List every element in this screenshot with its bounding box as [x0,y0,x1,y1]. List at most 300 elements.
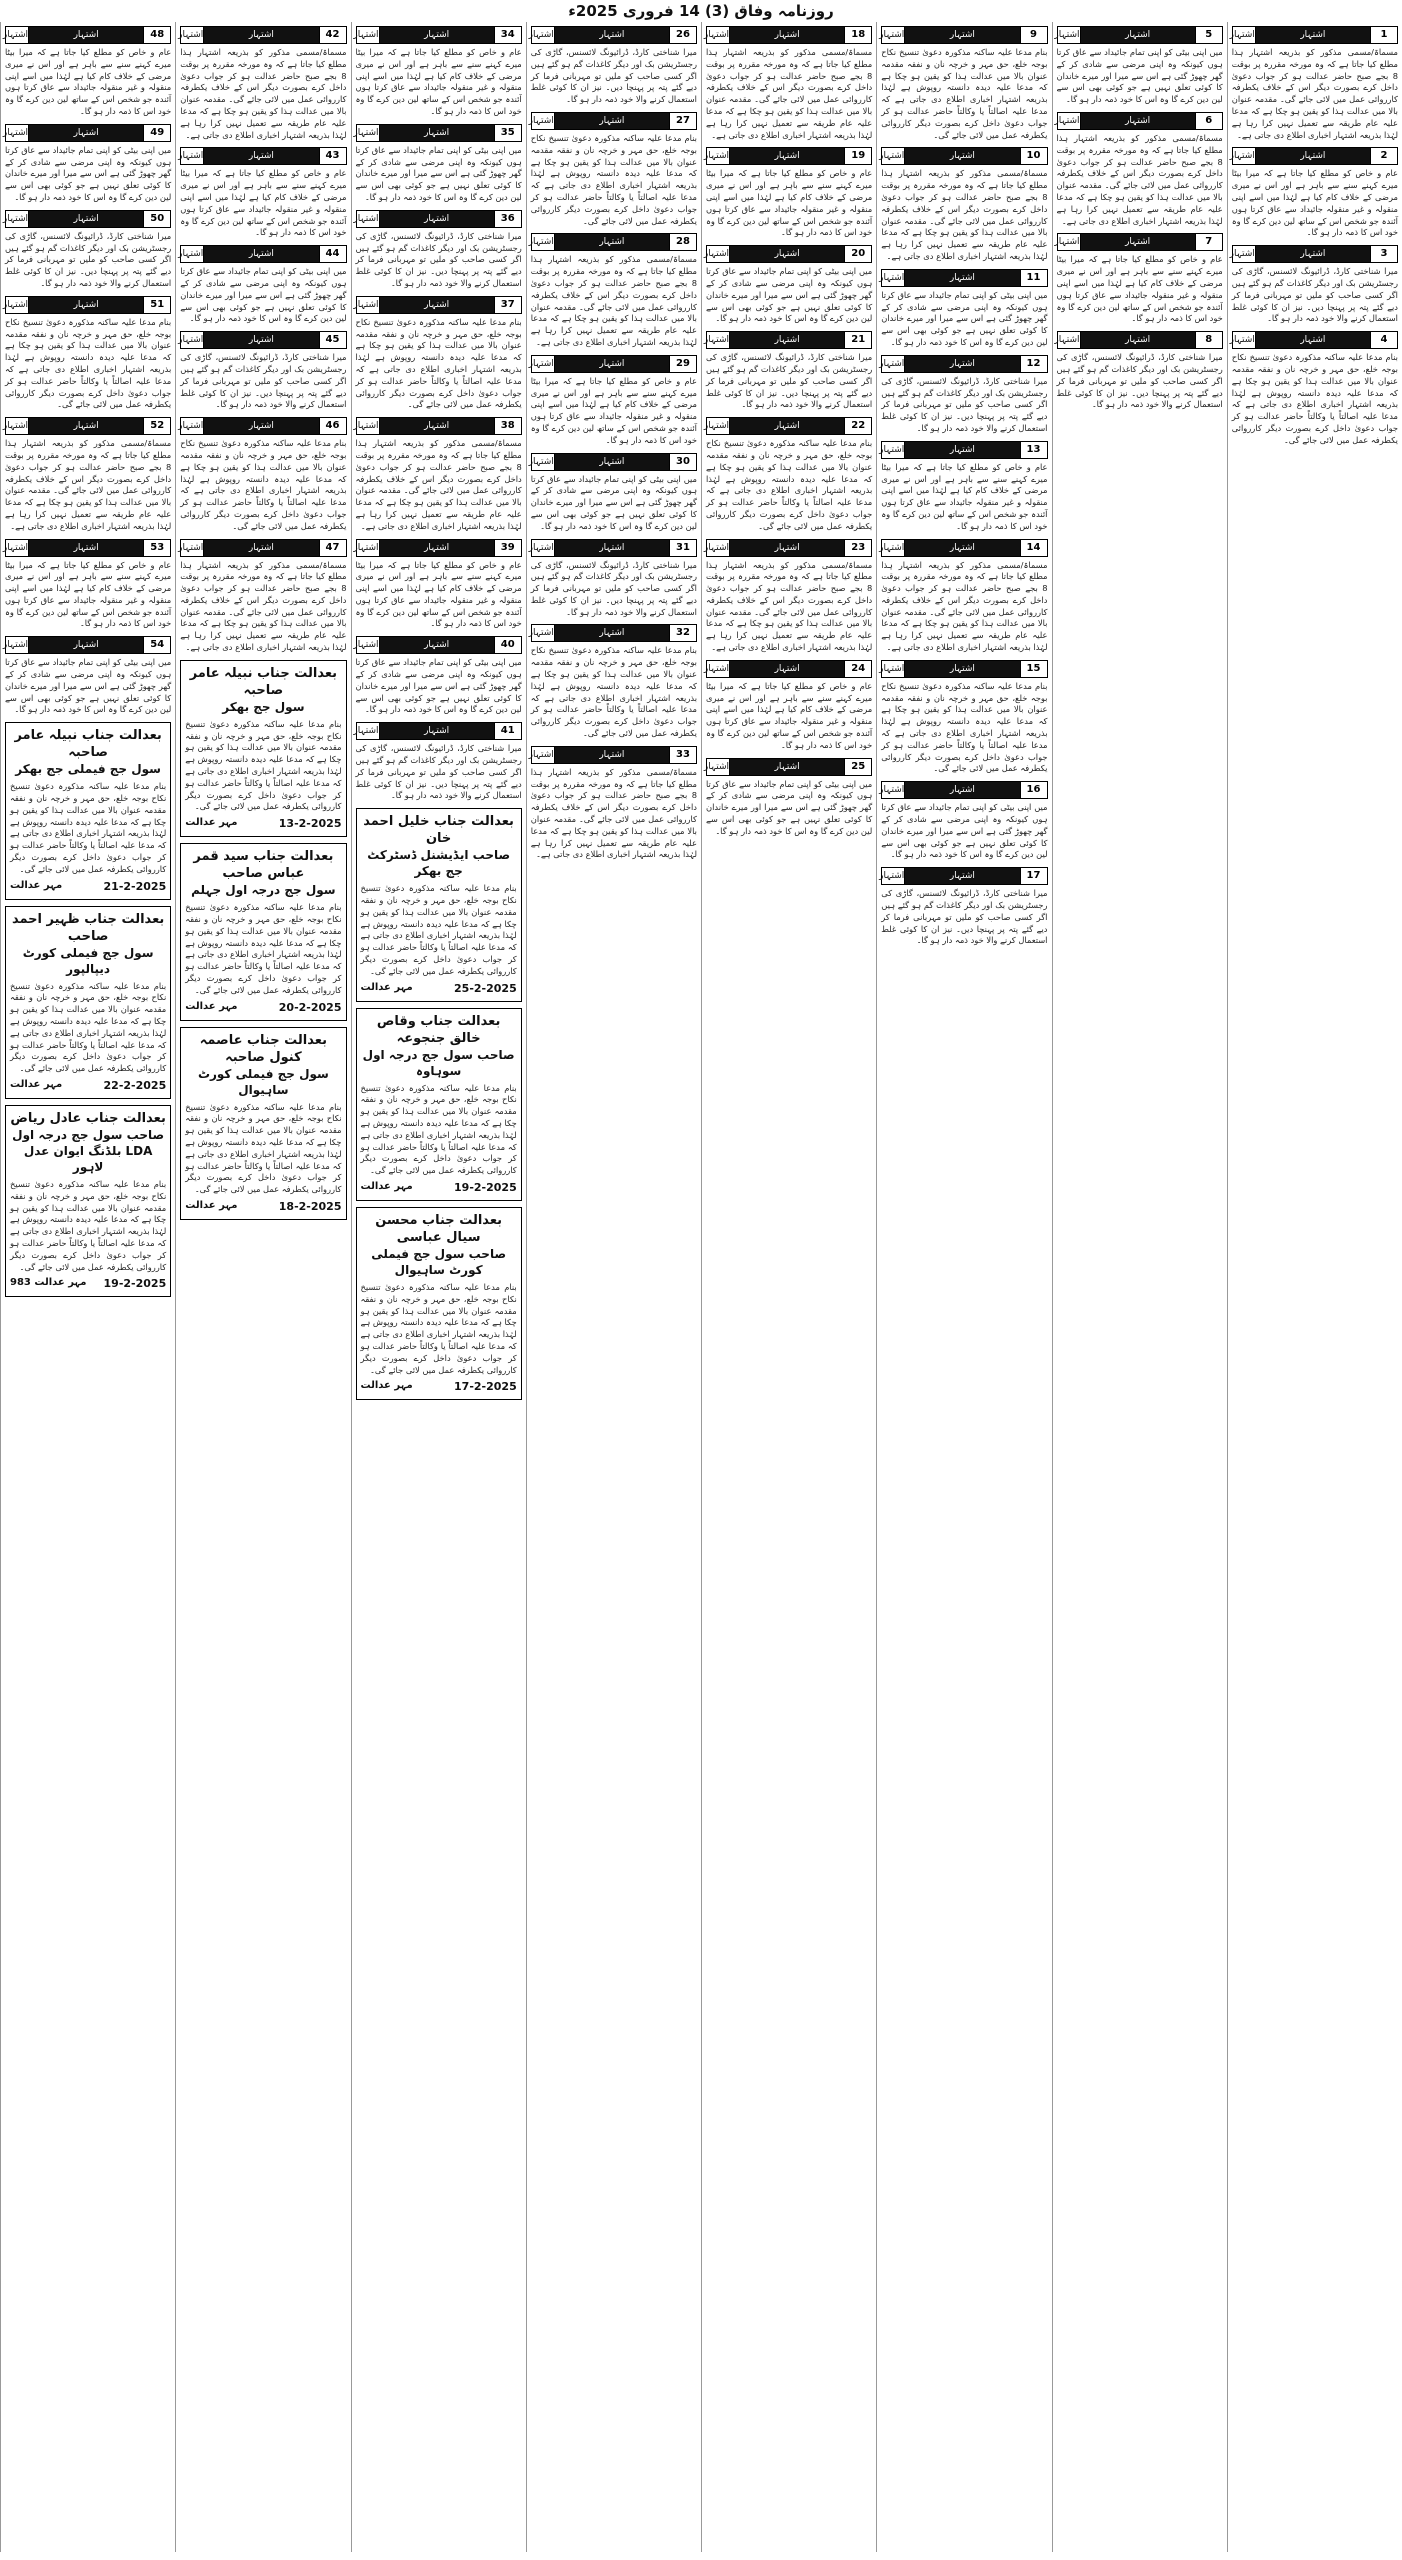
notice-header [881,26,1047,44]
notice-header [1054,26,1223,44]
notice-title: اشتہار [905,661,1019,677]
notice-block [2,636,172,716]
notice-body: مسماۃ/مسمی مذکور کو بذریعہ اشتہار ہذا مطلع کیا جاتا ہے کہ وہ مورخہ مقررہ پر بوقت 8 بجے صبح حاضر عدالت ہو کر جواب دعویٰ داخل کرے بصورت دیگر اس کے خلاف یکطرفہ کارروائی عمل میں لائی جائے گی۔ مقدمہ عنوان بالا میں عدالت ہذا کو یقین ہو چکا ہے کہ مدعا علیہ عام طریقہ سے تعمیل نہیں کرا رہا ہے لہٰذا بذریعہ اشتہار اخباری اطلاع دی جاتی ہے۔ [180,559,347,653]
notice-number: 53 [143,540,170,556]
notice-number: 6 [1195,113,1222,129]
notice-header [353,417,522,435]
notice-number: 49 [143,125,170,141]
notice-title: اشتہار [380,637,494,653]
notice-tag: اشتہار [181,246,204,262]
notice-tag: اشتہار [1058,332,1081,348]
notice-header [180,417,346,435]
column-2 [1052,22,1227,2552]
notice-title: اشتہار [1256,332,1370,348]
court-body: بنام مدعا علیہ ساکنہ مذکورہ دعویٰ تنسیخ نکاح بوجہ خلع، حق مہر و خرچہ نان و نفقہ مقدمہ عنوان بالا میں عدالت ہذا کو یقین ہو چکا ہے کہ مدعا علیہ دیدہ دانستہ روپوش ہے لہٰذا بذریعہ اشتہار اخباری اطلاع دی جاتی ہے کہ مدعا علیہ اصالتاً یا وکالتاً حاضر عدالت ہو کر جواب دعویٰ داخل کرے بصورت دیگر کارروائی یکطرفہ عمل میں لائی جائے گی۔ [360,883,517,976]
notice-header [703,245,872,263]
notice-tag: اشتہار [882,148,905,164]
notice-title: اشتہار [204,27,318,43]
notice-tag: اشتہار [357,723,380,739]
notice-title: اشتہار [905,148,1019,164]
column-3 [876,22,1051,2552]
notice-number: 15 [1020,661,1047,677]
notice-tag: اشتہار [6,211,29,227]
court-title: بعدالت جناب ظہیر احمد صاحب [11,911,165,944]
court-footer [361,982,517,995]
court-body: بنام مدعا علیہ ساکنہ مذکورہ دعویٰ تنسیخ نکاح بوجہ خلع، حق مہر و خرچہ نان و نفقہ مقدمہ عنوان بالا میں عدالت ہذا کو یقین ہو چکا ہے کہ مدعا علیہ دیدہ دانستہ روپوش ہے لہٰذا بذریعہ اشتہار اخباری اطلاع دی جاتی ہے کہ مدعا علیہ اصالتاً یا وکالتاً حاضر عدالت ہو کر جواب دعویٰ داخل کرے بصورت دیگر کارروائی یکطرفہ عمل میں لائی جائے گی۔ [10,980,167,1074]
notice-number: 33 [669,747,696,763]
notice-tag: اشتہار [181,148,204,164]
notice-tag: اشتہار [532,234,555,250]
notice-number: 27 [669,113,696,129]
notice-block [2,417,172,532]
notice-body: مسماۃ/مسمی مذکور کو بذریعہ اشتہار ہذا مطلع کیا جاتا ہے کہ وہ مورخہ مقررہ پر بوقت 8 بجے صبح حاضر عدالت ہو کر جواب دعویٰ داخل کرے بصورت دیگر اس کے خلاف یکطرفہ کارروائی عمل میں لائی جائے گی۔ مقدمہ عنوان بالا میں عدالت ہذا کو یقین ہو چکا ہے کہ مدعا علیہ عام طریقہ سے تعمیل نہیں کرا رہا ہے لہٰذا بذریعہ اشتہار اخباری اطلاع دی جاتی ہے۔ [355,438,522,531]
notice-header [180,26,346,44]
notice-body: عام و خاص کو مطلع کیا جاتا ہے کہ میرا بیٹا میرے کہنے سنے سے باہر ہے اور اس نے میری مرضی کے خلاف کام کیا ہے لہٰذا میں اسے اپنی منقولہ و غیر منقولہ جائیداد سے عاق کرتا ہوں آئندہ جو شخص اس کے ساتھ لین دین کرے گا وہ خود اس کا ذمہ دار ہو گا۔ [1231,168,1398,238]
court-seal: مہر عدالت [360,1181,413,1192]
notice-block [881,660,1047,775]
notice-body: میرا شناختی کارڈ، ڈرائیونگ لائسنس، گاڑی کی رجسٹریشن بک اور دیگر کاغذات گم ہو گئے ہیں اگر کسی صاحب کو ملیں تو مہربانی فرما کر دیے گئے پتہ پر پہنچا دیں۔ نیز ان کا کوئی غلط استعمال کرنے والا خود ذمہ دار ہو گا۔ [355,743,522,801]
notice-number: 38 [494,418,521,434]
notice-tag: اشتہار [532,27,555,43]
notice-title: اشتہار [905,356,1019,372]
notice-number: 54 [143,637,170,653]
notice-number: 11 [1020,270,1047,286]
notice-body: بنام مدعا علیہ ساکنہ مذکورہ دعویٰ تنسیخ نکاح بوجہ خلع، حق مہر و خرچہ نان و نفقہ مقدمہ عنوان بالا میں عدالت ہذا کو یقین ہو چکا ہے کہ مدعا علیہ دیدہ دانستہ روپوش ہے لہٰذا بذریعہ اشتہار اخباری اطلاع دی جاتی ہے کہ مدعا علیہ اصالتاً یا وکالتاً حاضر عدالت ہو کر جواب دعویٰ داخل کرے بصورت دیگر کارروائی یکطرفہ عمل میں لائی جائے گی۔ [355,316,522,410]
notice-body: بنام مدعا علیہ ساکنہ مذکورہ دعویٰ تنسیخ نکاح بوجہ خلع، حق مہر و خرچہ نان و نفقہ مقدمہ عنوان بالا میں عدالت ہذا کو یقین ہو چکا ہے کہ مدعا علیہ دیدہ دانستہ روپوش ہے لہٰذا بذریعہ اشتہار اخباری اطلاع دی جاتی ہے کہ مدعا علیہ اصالتاً یا وکالتاً حاضر عدالت ہو کر جواب دعویٰ داخل کرے بصورت دیگر کارروائی یکطرفہ عمل میں لائی جائے گی۔ [1231,352,1398,445]
notice-block [180,245,346,325]
notice-header [528,746,697,764]
notice-body: میرا شناختی کارڈ، ڈرائیونگ لائسنس، گاڑی کی رجسٹریشن بک اور دیگر کاغذات گم ہو گئے ہیں اگر کسی صاحب کو ملیں تو مہربانی فرما کر دیے گئے پتہ پر پہنچا دیں۔ نیز ان کا کوئی غلط استعمال کرنے والا خود ذمہ دار ہو گا۔ [530,47,697,105]
notice-block [180,26,346,141]
notice-tag: اشتہار [532,625,555,641]
notice-header [180,539,346,557]
notice-number: 34 [494,27,521,43]
notice-block [528,539,697,619]
notice-body: بنام مدعا علیہ ساکنہ مذکورہ دعویٰ تنسیخ نکاح بوجہ خلع، حق مہر و خرچہ نان و نفقہ مقدمہ عنوان بالا میں عدالت ہذا کو یقین ہو چکا ہے کہ مدعا علیہ دیدہ دانستہ روپوش ہے لہٰذا بذریعہ اشتہار اخباری اطلاع دی جاتی ہے کہ مدعا علیہ اصالتاً یا وکالتاً حاضر عدالت ہو کر جواب دعویٰ داخل کرے بصورت دیگر کارروائی یکطرفہ عمل میں لائی جائے گی۔ [706,438,873,531]
notice-header [881,539,1047,557]
notice-title: اشتہار [204,418,318,434]
notice-title: اشتہار [380,125,494,141]
court-notice [5,906,171,1099]
notice-header [353,722,522,740]
notice-tag: اشتہار [532,454,555,470]
notice-number: 21 [844,332,871,348]
notice-header [528,26,697,44]
notice-block [528,112,697,227]
notice-body: عام و خاص کو مطلع کیا جاتا ہے کہ میرا بیٹا میرے کہنے سنے سے باہر ہے اور اس نے میری مرضی کے خلاف کام کیا ہے لہٰذا میں اسے اپنی منقولہ و غیر منقولہ جائیداد سے عاق کرتا ہوں آئندہ جو شخص اس کے ساتھ لین دین کرے گا وہ خود اس کا ذمہ دار ہو گا۔ [706,168,873,238]
notice-title: اشتہار [204,246,318,262]
notice-block [703,26,873,141]
notice-header [2,26,171,44]
notice-number: 36 [494,211,521,227]
notice-body: عام و خاص کو مطلع کیا جاتا ہے کہ میرا بیٹا میرے کہنے سنے سے باہر ہے اور اس نے میری مرضی کے خلاف کام کیا ہے لہٰذا میں اسے اپنی منقولہ و غیر منقولہ جائیداد سے عاق کرتا ہوں آئندہ جو شخص اس کے ساتھ لین دین کرے گا وہ خود اس کا ذمہ دار ہو گا۔ [1056,254,1223,324]
notice-number: 50 [143,211,170,227]
notice-tag: اشتہار [882,270,905,286]
notice-block [353,124,522,204]
notice-header [353,539,522,557]
notice-number: 44 [319,246,346,262]
notice-header [703,26,872,44]
court-notice [180,843,346,1020]
notice-block [353,539,522,631]
notice-block [1229,147,1398,239]
notice-title: اشتہار [380,723,494,739]
notice-number: 32 [669,625,696,641]
notice-title: اشتہار [555,27,669,43]
notice-title: اشتہار [555,540,669,556]
notice-title: اشتہار [730,27,844,43]
notice-number: 37 [494,297,521,313]
notice-number: 9 [1020,27,1047,43]
notice-body: بنام مدعا علیہ ساکنہ مذکورہ دعویٰ تنسیخ نکاح بوجہ خلع، حق مہر و خرچہ نان و نفقہ مقدمہ عنوان بالا میں عدالت ہذا کو یقین ہو چکا ہے کہ مدعا علیہ دیدہ دانستہ روپوش ہے لہٰذا بذریعہ اشتہار اخباری اطلاع دی جاتی ہے کہ مدعا علیہ اصالتاً یا وکالتاً حاضر عدالت ہو کر جواب دعویٰ داخل کرے بصورت دیگر کارروائی یکطرفہ عمل میں لائی جائے گی۔ [530,645,697,739]
notice-tag: اشتہار [532,356,555,372]
notice-tag: اشتہار [882,442,905,458]
notice-header [528,539,697,557]
notice-title: اشتہار [905,270,1019,286]
notice-tag: اشتہار [357,637,380,653]
notice-tag: اشتہار [6,27,29,43]
notice-header [1054,112,1223,130]
notice-body: عام و خاص کو مطلع کیا جاتا ہے کہ میرا بیٹا میرے کہنے سنے سے باہر ہے اور اس نے میری مرضی کے خلاف کام کیا ہے لہٰذا میں اسے اپنی منقولہ و غیر منقولہ جائیداد سے عاق کرتا ہوں آئندہ جو شخص اس کے ساتھ لین دین کرے گا وہ خود اس کا ذمہ دار ہو گا۔ [355,559,522,629]
notice-title: اشتہار [29,418,143,434]
notice-block [180,417,346,532]
notice-tag: اشتہار [181,332,204,348]
court-subtitle: سول جج فیملی کورٹ دیپالپور [22,945,154,976]
notice-body: میں اپنی بیٹی کو اپنی تمام جائیداد سے عاق کرتا ہوں کیونکہ وہ اپنی مرضی سے شادی کر کے گھر چھوڑ گئی ہے اس سے میرا اور میرے خاندان کا کوئی تعلق نہیں ہے جو کوئی بھی اس سے لین دین کرے گا وہ اس کا خود ذمہ دار ہو گا۔ [1056,47,1223,105]
notice-body: میرا شناختی کارڈ، ڈرائیونگ لائسنس، گاڑی کی رجسٹریشن بک اور دیگر کاغذات گم ہو گئے ہیں اگر کسی صاحب کو ملیں تو مہربانی فرما کر دیے گئے پتہ پر پہنچا دیں۔ نیز ان کا کوئی غلط استعمال کرنے والا خود ذمہ دار ہو گا۔ [1231,266,1398,324]
notice-header [353,26,522,44]
notice-header [881,660,1047,678]
column-5 [526,22,701,2552]
notice-block [353,296,522,411]
court-title: بعدالت جناب محسن سیال عباسی [375,1213,503,1245]
notice-body: مسماۃ/مسمی مذکور کو بذریعہ اشتہار ہذا مطلع کیا جاتا ہے کہ وہ مورخہ مقررہ پر بوقت 8 بجے صبح حاضر عدالت ہو کر جواب دعویٰ داخل کرے بصورت دیگر اس کے خلاف یکطرفہ کارروائی عمل میں لائی جائے گی۔ مقدمہ عنوان بالا میں عدالت ہذا کو یقین ہو چکا ہے کہ مدعا علیہ عام طریقہ سے تعمیل نہیں کرا رہا ہے لہٰذا بذریعہ اشتہار اخباری اطلاع دی جاتی ہے۔ [706,559,873,653]
notice-title: اشتہار [1081,332,1195,348]
notice-block [1229,245,1398,325]
notice-block [528,453,697,533]
notice-title: اشتہار [905,27,1019,43]
notice-title: اشتہار [555,356,669,372]
court-title: بعدالت جناب نبیلہ عامر صاحبہ [189,665,338,698]
notice-block [1229,26,1398,141]
notice-number: 3 [1370,246,1397,262]
court-date: 18-2-2025 [278,1200,342,1213]
court-seal: مہر عدالت [10,879,63,891]
notice-tag: اشتہار [1058,234,1081,250]
notice-body: مسماۃ/مسمی مذکور کو بذریعہ اشتہار ہذا مطلع کیا جاتا ہے کہ وہ مورخہ مقررہ پر بوقت 8 بجے صبح حاضر عدالت ہو کر جواب دعویٰ داخل کرے بصورت دیگر اس کے خلاف یکطرفہ کارروائی عمل میں لائی جائے گی۔ مقدمہ عنوان بالا میں عدالت ہذا کو یقین ہو چکا ہے کہ مدعا علیہ عام طریقہ سے تعمیل نہیں کرا رہا ہے لہٰذا بذریعہ اشتہار اخباری اطلاع دی جاتی ہے۔ [530,766,697,860]
court-notice [180,660,346,837]
notice-block [703,539,873,654]
notice-header [881,269,1047,287]
notice-block [353,722,522,802]
notice-tag: اشتہار [6,540,29,556]
notice-number: 29 [669,356,696,372]
court-date: 13-2-2025 [278,817,342,831]
court-footer [10,1277,166,1290]
notice-tag: اشتہار [357,297,380,313]
notice-header [528,112,697,130]
notice-block [881,441,1047,533]
notice-title: اشتہار [1081,234,1195,250]
notice-tag: اشتہار [882,540,905,556]
court-footer [361,1181,517,1194]
notice-title: اشتہار [29,297,143,313]
notice-tag: اشتہار [707,27,730,43]
court-footer [185,817,341,830]
notice-number: 25 [844,759,871,775]
court-subtitle: سول جج بھکر [222,699,305,714]
notice-header [2,296,171,314]
notice-tag: اشتہار [1233,148,1256,164]
notice-number: 8 [1195,332,1222,348]
notice-header [1229,147,1398,165]
notice-title: اشتہار [730,540,844,556]
court-footer [361,1380,517,1393]
notice-header [1229,26,1398,44]
court-title: بعدالت جناب نبیلہ عامر صاحبہ [14,728,162,761]
notice-body: مسماۃ/مسمی مذکور کو بذریعہ اشتہار ہذا مطلع کیا جاتا ہے کہ وہ مورخہ مقررہ پر بوقت 8 بجے صبح حاضر عدالت ہو کر جواب دعویٰ داخل کرے بصورت دیگر اس کے خلاف یکطرفہ کارروائی عمل میں لائی جائے گی۔ مقدمہ عنوان بالا میں عدالت ہذا کو یقین ہو چکا ہے کہ مدعا علیہ عام طریقہ سے تعمیل نہیں کرا رہا ہے لہٰذا بذریعہ اشتہار اخباری اطلاع دی جاتی ہے۔ [5,438,172,531]
masthead: روزنامہ وفاق (3) 14 فروری 2025ء [568,2,834,20]
notice-title: اشتہار [204,332,318,348]
notice-number: 2 [1370,148,1397,164]
notice-body: عام و خاص کو مطلع کیا جاتا ہے کہ میرا بیٹا میرے کہنے سنے سے باہر ہے اور اس نے میری مرضی کے خلاف کام کیا ہے لہٰذا میں اسے اپنی منقولہ و غیر منقولہ جائیداد سے عاق کرتا ہوں آئندہ جو شخص اس کے ساتھ لین دین کرے گا وہ خود اس کا ذمہ دار ہو گا۔ [5,559,172,629]
notice-tag: اشتہار [882,782,905,798]
notice-number: 51 [143,297,170,313]
notice-tag: اشتہار [707,661,730,677]
court-title: بعدالت جناب وقاص خالق جنجوعہ [376,1013,501,1046]
notice-body: عام و خاص کو مطلع کیا جاتا ہے کہ میرا بیٹا میرے کہنے سنے سے باہر ہے اور اس نے میری مرضی کے خلاف کام کیا ہے لہٰذا میں اسے اپنی منقولہ و غیر منقولہ جائیداد سے عاق کرتا ہوں آئندہ جو شخص اس کے ساتھ لین دین کرے گا وہ خود اس کا ذمہ دار ہو گا۔ [5,47,172,116]
notice-header [881,867,1047,885]
notice-number: 48 [143,27,170,43]
notice-title: اشتہار [380,27,494,43]
notice-header [1054,233,1223,251]
notice-number: 24 [844,661,871,677]
notice-body: میرا شناختی کارڈ، ڈرائیونگ لائسنس، گاڑی کی رجسٹریشن بک اور دیگر کاغذات گم ہو گئے ہیں اگر کسی صاحب کو ملیں تو مہربانی فرما کر دیے گئے پتہ پر پہنچا دیں۔ نیز ان کا کوئی غلط استعمال کرنے والا خود ذمہ دار ہو گا۔ [1056,352,1223,410]
court-seal: مہر عدالت [10,1079,63,1091]
notice-header [528,233,697,251]
notice-number: 43 [319,148,346,164]
court-footer [10,880,166,893]
court-subtitle: صاحب سول جج فیملی کورٹ ساہیوال [371,1247,507,1277]
notice-number: 41 [494,723,521,739]
notice-header [180,147,346,165]
column-7 [175,22,350,2552]
notice-title: اشتہار [29,211,143,227]
notice-number: 12 [1020,356,1047,372]
notice-block [353,636,522,716]
notice-header [703,758,872,776]
notice-body: میرا شناختی کارڈ، ڈرائیونگ لائسنس، گاڑی کی رجسٹریشن بک اور دیگر کاغذات گم ہو گئے ہیں اگر کسی صاحب کو ملیں تو مہربانی فرما کر دیے گئے پتہ پر پہنچا دیں۔ نیز ان کا کوئی غلط استعمال کرنے والا خود ذمہ دار ہو گا۔ [881,375,1048,433]
notice-body: میں اپنی بیٹی کو اپنی تمام جائیداد سے عاق کرتا ہوں کیونکہ وہ اپنی مرضی سے شادی کر کے گھر چھوڑ گئی ہے اس سے میرا اور میرے خاندان کا کوئی تعلق نہیں ہے جو کوئی بھی اس سے لین دین کرے گا وہ اس کا خود ذمہ دار ہو گا۔ [5,144,172,202]
notice-number: 26 [669,27,696,43]
court-date: 19-2-2025 [103,1277,167,1291]
notice-tag: اشتہار [707,759,730,775]
notice-block [353,417,522,532]
notice-body: میرا شناختی کارڈ، ڈرائیونگ لائسنس، گاڑی کی رجسٹریشن بک اور دیگر کاغذات گم ہو گئے ہیں اگر کسی صاحب کو ملیں تو مہربانی فرما کر دیے گئے پتہ پر پہنچا دیں۔ نیز ان کا کوئی غلط استعمال کرنے والا خود ذمہ دار ہو گا۔ [706,352,873,410]
notice-header [703,660,872,678]
notice-block [703,417,873,532]
court-seal: مہر عدالت [185,1200,238,1211]
notice-tag: اشتہار [1233,27,1256,43]
court-date: 20-2-2025 [278,1000,342,1014]
column-8 [0,22,175,2552]
notice-body: میرا شناختی کارڈ، ڈرائیونگ لائسنس، گاڑی کی رجسٹریشن بک اور دیگر کاغذات گم ہو گئے ہیں اگر کسی صاحب کو ملیں تو مہربانی فرما کر دیے گئے پتہ پر پہنچا دیں۔ نیز ان کا کوئی غلط استعمال کرنے والا خود ذمہ دار ہو گا۔ [881,888,1048,946]
notice-body: میں اپنی بیٹی کو اپنی تمام جائیداد سے عاق کرتا ہوں کیونکہ وہ اپنی مرضی سے شادی کر کے گھر چھوڑ گئی ہے اس سے میرا اور میرے خاندان کا کوئی تعلق نہیں ہے جو کوئی بھی اس سے لین دین کرے گا وہ اس کا خود ذمہ دار ہو گا۔ [355,144,522,202]
notice-body: میں اپنی بیٹی کو اپنی تمام جائیداد سے عاق کرتا ہوں کیونکہ وہ اپنی مرضی سے شادی کر کے گھر چھوڑ گئی ہے اس سے میرا اور میرے خاندان کا کوئی تعلق نہیں ہے جو کوئی بھی اس سے لین دین کرے گا وہ اس کا خود ذمہ دار ہو گا۔ [180,266,347,324]
notice-header [703,331,872,349]
notice-number: 28 [669,234,696,250]
notice-tag: اشتہار [6,418,29,434]
notice-body: میں اپنی بیٹی کو اپنی تمام جائیداد سے عاق کرتا ہوں کیونکہ وہ اپنی مرضی سے شادی کر کے گھر چھوڑ گئی ہے اس سے میرا اور میرے خاندان کا کوئی تعلق نہیں ہے جو کوئی بھی اس سے لین دین کرے گا وہ اس کا خود ذمہ دار ہو گا۔ [355,657,522,715]
notice-body: میں اپنی بیٹی کو اپنی تمام جائیداد سے عاق کرتا ہوں کیونکہ وہ اپنی مرضی سے شادی کر کے گھر چھوڑ گئی ہے اس سے میرا اور میرے خاندان کا کوئی تعلق نہیں ہے جو کوئی بھی اس سے لین دین کرے گا وہ اس کا خود ذمہ دار ہو گا۔ [881,289,1048,347]
notice-header [1054,331,1223,349]
notice-number: 46 [319,418,346,434]
notice-header [2,124,171,142]
notice-body: میں اپنی بیٹی کو اپنی تمام جائیداد سے عاق کرتا ہوں کیونکہ وہ اپنی مرضی سے شادی کر کے گھر چھوڑ گئی ہے اس سے میرا اور میرے خاندان کا کوئی تعلق نہیں ہے جو کوئی بھی اس سے لین دین کرے گا وہ اس کا خود ذمہ دار ہو گا۔ [881,802,1048,860]
notice-number: 22 [844,418,871,434]
notice-header [353,296,522,314]
notice-block [881,539,1047,654]
notice-tag: اشتہار [6,125,29,141]
notice-header [1229,331,1398,349]
notice-tag: اشتہار [1058,113,1081,129]
court-footer [10,1079,166,1092]
notice-number: 42 [319,27,346,43]
court-body: بنام مدعا علیہ ساکنہ مذکورہ دعویٰ تنسیخ نکاح بوجہ خلع، حق مہر و خرچہ نان و نفقہ مقدمہ عنوان بالا میں عدالت ہذا کو یقین ہو چکا ہے کہ مدعا علیہ دیدہ دانستہ روپوش ہے لہٰذا بذریعہ اشتہار اخباری اطلاع دی جاتی ہے کہ مدعا علیہ اصالتاً یا وکالتاً حاضر عدالت ہو کر جواب دعویٰ داخل کرے بصورت دیگر کارروائی یکطرفہ عمل میں لائی جائے گی۔ [185,718,342,812]
notice-tag: اشتہار [707,246,730,262]
notice-block [528,746,697,861]
notice-body: عام و خاص کو مطلع کیا جاتا ہے کہ میرا بیٹا میرے کہنے سنے سے باہر ہے اور اس نے میری مرضی کے خلاف کام کیا ہے لہٰذا میں اسے اپنی منقولہ و غیر منقولہ جائیداد سے عاق کرتا ہوں آئندہ جو شخص اس کے ساتھ لین دین کرے گا وہ خود اس کا ذمہ دار ہو گا۔ [706,680,873,750]
court-body: بنام مدعا علیہ ساکنہ مذکورہ دعویٰ تنسیخ نکاح بوجہ خلع، حق مہر و خرچہ نان و نفقہ مقدمہ عنوان بالا میں عدالت ہذا کو یقین ہو چکا ہے کہ مدعا علیہ دیدہ دانستہ روپوش ہے لہٰذا بذریعہ اشتہار اخباری اطلاع دی جاتی ہے کہ مدعا علیہ اصالتاً یا وکالتاً حاضر عدالت ہو کر جواب دعویٰ داخل کرے بصورت دیگر کارروائی یکطرفہ عمل میں لائی جائے گی۔ [185,1101,342,1195]
notice-number: 19 [844,148,871,164]
court-subtitle: سول جج فیملی کورٹ ساہیوال [197,1066,329,1097]
notice-tag: اشتہار [532,747,555,763]
notice-number: 10 [1020,148,1047,164]
notice-tag: اشتہار [882,661,905,677]
notice-title: اشتہار [380,211,494,227]
notice-body: مسماۃ/مسمی مذکور کو بذریعہ اشتہار ہذا مطلع کیا جاتا ہے کہ وہ مورخہ مقررہ پر بوقت 8 بجے صبح حاضر عدالت ہو کر جواب دعویٰ داخل کرے بصورت دیگر اس کے خلاف یکطرفہ کارروائی عمل میں لائی جائے گی۔ مقدمہ عنوان بالا میں عدالت ہذا کو یقین ہو چکا ہے کہ مدعا علیہ عام طریقہ سے تعمیل نہیں کرا رہا ہے لہٰذا بذریعہ اشتہار اخباری اطلاع دی جاتی ہے۔ [530,254,697,347]
notice-title: اشتہار [204,148,318,164]
notice-tag: اشتہار [532,113,555,129]
notice-block [881,355,1047,435]
notice-block [703,147,873,239]
notice-body: عام و خاص کو مطلع کیا جاتا ہے کہ میرا بیٹا میرے کہنے سنے سے باہر ہے اور اس نے میری مرضی کے خلاف کام کیا ہے لہٰذا میں اسے اپنی منقولہ و غیر منقولہ جائیداد سے عاق کرتا ہوں آئندہ جو شخص اس کے ساتھ لین دین کرے گا وہ خود اس کا ذمہ دار ہو گا۔ [530,375,697,445]
notice-tag: اشتہار [357,27,380,43]
notice-tag: اشتہار [882,868,905,884]
notice-title: اشتہار [29,637,143,653]
notice-tag: اشتہار [181,540,204,556]
notice-body: میرا شناختی کارڈ، ڈرائیونگ لائسنس، گاڑی کی رجسٹریشن بک اور دیگر کاغذات گم ہو گئے ہیں اگر کسی صاحب کو ملیں تو مہربانی فرما کر دیے گئے پتہ پر پہنچا دیں۔ نیز ان کا کوئی غلط استعمال کرنے والا خود ذمہ دار ہو گا۔ [355,230,522,288]
notice-number: 52 [143,418,170,434]
notice-header [703,417,872,435]
notice-block [180,147,346,239]
notice-block [2,124,172,204]
court-title: بعدالت جناب سید قمر عباس صاحب [193,849,334,882]
court-notice [356,1207,522,1400]
court-notice [356,1008,522,1201]
notice-header [353,124,522,142]
court-title: بعدالت جناب عادل ریاض [10,1111,166,1127]
notice-header [703,539,872,557]
notice-block [180,539,346,654]
notice-title: اشتہار [555,625,669,641]
notice-number: 18 [844,27,871,43]
notice-tag: اشتہار [357,211,380,227]
court-footer [185,1200,341,1213]
notice-title: اشتہار [29,27,143,43]
notice-number: 1 [1370,27,1397,43]
court-subtitle: سول جج درجہ اول جہلم [191,883,336,898]
court-date: 19-2-2025 [454,1181,517,1194]
court-footer [185,1001,341,1014]
notice-tag: اشتہار [357,418,380,434]
notice-title: اشتہار [380,418,494,434]
notice-header [180,331,346,349]
notice-title: اشتہار [905,868,1019,884]
notice-title: اشتہار [1256,246,1370,262]
notice-block [2,296,172,411]
notice-number: 45 [319,332,346,348]
notice-number: 40 [494,637,521,653]
notice-title: اشتہار [1256,27,1370,43]
notice-header [2,636,171,654]
column-4 [701,22,876,2552]
notice-number: 47 [319,540,346,556]
court-notice [5,722,171,899]
notice-body: بنام مدعا علیہ ساکنہ مذکورہ دعویٰ تنسیخ نکاح بوجہ خلع، حق مہر و خرچہ نان و نفقہ مقدمہ عنوان بالا میں عدالت ہذا کو یقین ہو چکا ہے کہ مدعا علیہ دیدہ دانستہ روپوش ہے لہٰذا بذریعہ اشتہار اخباری اطلاع دی جاتی ہے کہ مدعا علیہ اصالتاً یا وکالتاً حاضر عدالت ہو کر جواب دعویٰ داخل کرے بصورت دیگر کارروائی یکطرفہ عمل میں لائی جائے گی۔ [530,132,697,226]
notice-header [2,539,171,557]
court-body: بنام مدعا علیہ ساکنہ مذکورہ دعویٰ تنسیخ نکاح بوجہ خلع، حق مہر و خرچہ نان و نفقہ مقدمہ عنوان بالا میں عدالت ہذا کو یقین ہو چکا ہے کہ مدعا علیہ دیدہ دانستہ روپوش ہے لہٰذا بذریعہ اشتہار اخباری اطلاع دی جاتی ہے کہ مدعا علیہ اصالتاً یا وکالتاً حاضر عدالت ہو کر جواب دعویٰ داخل کرے بصورت دیگر کارروائی یکطرفہ عمل میں لائی جائے گی۔ [360,1082,517,1176]
notice-number: 23 [844,540,871,556]
court-body: بنام مدعا علیہ ساکنہ مذکورہ دعویٰ تنسیخ نکاح بوجہ خلع، حق مہر و خرچہ نان و نفقہ مقدمہ عنوان بالا میں عدالت ہذا کو یقین ہو چکا ہے کہ مدعا علیہ دیدہ دانستہ روپوش ہے لہٰذا بذریعہ اشتہار اخباری اطلاع دی جاتی ہے کہ مدعا علیہ اصالتاً یا وکالتاً حاضر عدالت ہو کر جواب دعویٰ داخل کرے بصورت دیگر کارروائی یکطرفہ عمل میں لائی جائے گی۔ [10,1179,167,1272]
notice-block [703,245,873,325]
notice-block [1054,112,1223,227]
court-subtitle: سول جج فیملی جج بھکر [15,762,161,777]
notice-body: مسماۃ/مسمی مذکور کو بذریعہ اشتہار ہذا مطلع کیا جاتا ہے کہ وہ مورخہ مقررہ پر بوقت 8 بجے صبح حاضر عدالت ہو کر جواب دعویٰ داخل کرے بصورت دیگر اس کے خلاف یکطرفہ کارروائی عمل میں لائی جائے گی۔ مقدمہ عنوان بالا میں عدالت ہذا کو یقین ہو چکا ہے کہ مدعا علیہ عام طریقہ سے تعمیل نہیں کرا رہا ہے لہٰذا بذریعہ اشتہار اخباری اطلاع دی جاتی ہے۔ [1056,132,1223,226]
court-body: بنام مدعا علیہ ساکنہ مذکورہ دعویٰ تنسیخ نکاح بوجہ خلع، حق مہر و خرچہ نان و نفقہ مقدمہ عنوان بالا میں عدالت ہذا کو یقین ہو چکا ہے کہ مدعا علیہ دیدہ دانستہ روپوش ہے لہٰذا بذریعہ اشتہار اخباری اطلاع دی جاتی ہے کہ مدعا علیہ اصالتاً یا وکالتاً حاضر عدالت ہو کر جواب دعویٰ داخل کرے بصورت دیگر کارروائی یکطرفہ عمل میں لائی جائے گی۔ [10,781,167,874]
notice-block [881,147,1047,262]
notice-block [881,26,1047,141]
court-date: 17-2-2025 [454,1380,517,1394]
notice-tag: اشتہار [882,356,905,372]
notice-number: 14 [1020,540,1047,556]
notice-header [881,147,1047,165]
notice-title: اشتہار [29,540,143,556]
notice-title: اشتہار [730,246,844,262]
court-body: بنام مدعا علیہ ساکنہ مذکورہ دعویٰ تنسیخ نکاح بوجہ خلع، حق مہر و خرچہ نان و نفقہ مقدمہ عنوان بالا میں عدالت ہذا کو یقین ہو چکا ہے کہ مدعا علیہ دیدہ دانستہ روپوش ہے لہٰذا بذریعہ اشتہار اخباری اطلاع دی جاتی ہے کہ مدعا علیہ اصالتاً یا وکالتاً حاضر عدالت ہو کر جواب دعویٰ داخل کرے بصورت دیگر کارروائی یکطرفہ عمل میں لائی جائے گی۔ [185,902,342,995]
notice-number: 5 [1195,27,1222,43]
notice-block [2,539,172,631]
notice-body: میں اپنی بیٹی کو اپنی تمام جائیداد سے عاق کرتا ہوں کیونکہ وہ اپنی مرضی سے شادی کر کے گھر چھوڑ گئی ہے اس سے میرا اور میرے خاندان کا کوئی تعلق نہیں ہے جو کوئی بھی اس سے لین دین کرے گا وہ اس کا خود ذمہ دار ہو گا۔ [530,473,697,531]
notice-title: اشتہار [380,297,494,313]
notice-number: 20 [844,246,871,262]
notice-block [1229,331,1398,446]
notice-title: اشتہار [555,234,669,250]
notice-block [881,781,1047,861]
notice-title: اشتہار [730,418,844,434]
court-subtitle: صاحب سول جج درجہ اول سوہاوہ [362,1047,515,1078]
notice-title: اشتہار [29,125,143,141]
notice-number: 16 [1020,782,1047,798]
notice-number: 4 [1370,332,1397,348]
notice-tag: اشتہار [707,332,730,348]
notice-body: مسماۃ/مسمی مذکور کو بذریعہ اشتہار ہذا مطلع کیا جاتا ہے کہ وہ مورخہ مقررہ پر بوقت 8 بجے صبح حاضر عدالت ہو کر جواب دعویٰ داخل کرے بصورت دیگر اس کے خلاف یکطرفہ کارروائی عمل میں لائی جائے گی۔ مقدمہ عنوان بالا میں عدالت ہذا کو یقین ہو چکا ہے کہ مدعا علیہ عام طریقہ سے تعمیل نہیں کرا رہا ہے لہٰذا بذریعہ اشتہار اخباری اطلاع دی جاتی ہے۔ [180,47,347,140]
notice-block [2,26,172,118]
court-notice [180,1027,346,1220]
notice-tag: اشتہار [882,27,905,43]
notice-title: اشتہار [1081,113,1195,129]
notice-number: 39 [494,540,521,556]
